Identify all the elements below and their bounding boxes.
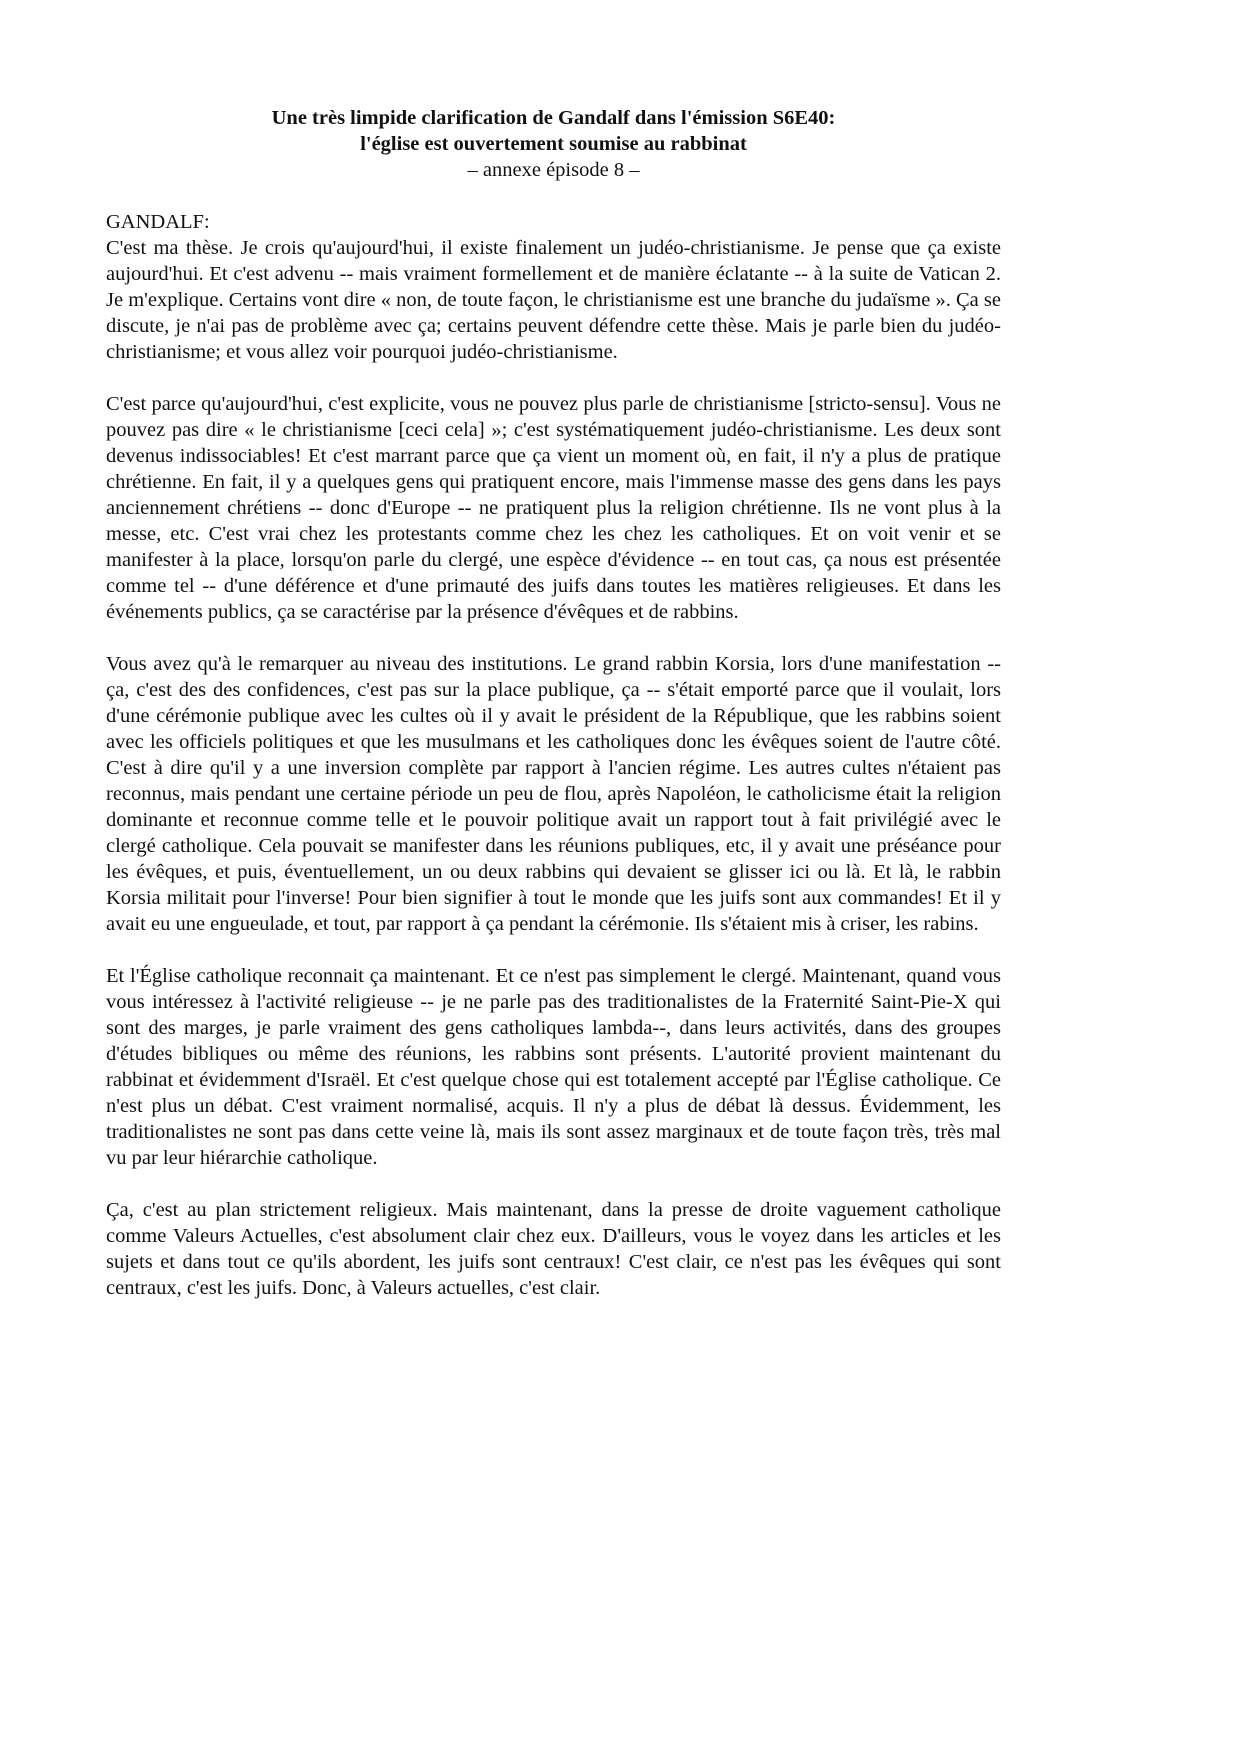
paragraph-2: C'est parce qu'aujourd'hui, c'est explicite, vous ne pouvez plus parle de christianisme [stricto-sensu]. Vous ne pouvez pas dire « le christianisme [ceci cela] »; c'est systématiquement judéo-christianisme. Les deux sont devenus indissociables! Et c'est marrant parce que ça vient un moment où, en fait, il n'y a plus de pratique chrétienne. En fait, il y a quelques gens qui pratiquent encore, mais l'immense masse des gens dans les pays anciennement chrétiens -- donc d'Europe -- ne pratiquent plus la religion chrétienne. Ils ne vont plus à la messe, etc. C'est vrai chez les protestants comme chez les chez les catholiques. Et on voit venir et se manifester à la place, lorsqu'on parle du clergé, une espèce d'évidence -- en tout cas, ça nous est présentée comme tel -- d'une déférence et d'une primauté des juifs dans toutes les matières religieuses. Et dans les événements publics, ça se caractérise par la présence d'évêques et de rabbins. — [106, 393, 1001, 623]
paragraph-1: C'est ma thèse. Je crois qu'aujourd'hui, il existe finalement un judéo-christianisme. Je pense que ça existe aujourd'hui. Et c'est advenu -- mais vraiment formellement et de manière éclatante -- à la suite de Vatican 2. Je m'explique. Certains vont dire « non, de toute façon, le christianisme est une branche du judaïsme ». Ça se discute, je n'ai pas de problème avec ça; certains peuvent défendre cette thèse. Mais je parle bien du judéo-christianisme; et vous allez voir pourquoi judéo-christianisme. — [106, 237, 1001, 363]
title-block — [106, 105, 1001, 183]
paragraph-4: Et l'Église catholique reconnait ça maintenant. Et ce n'est pas simplement le clergé. Maintenant, quand vous vous intéressez à l'activité religieuse -- je ne parle pas des traditionalistes de la Fraternité Saint-Pie-X qui sont des marges, je parle vraiment des gens catholiques lambda--, dans leurs activités, dans des groupes d'études bibliques ou même des réunions, les rabbins sont présents. L'autorité provient maintenant du rabbinat et évidemment d'Israël. Et c'est quelque chose qui est totalement accepté par l'Église catholique. Ce n'est plus un débat. C'est vraiment normalisé, acquis. Il n'y a plus de débat là dessus. Évidemment, les traditionalistes ne sont pas dans cette veine là, mais ils sont assez marginaux et de toute façon très, très mal vu par leur hiérarchie catholique. — [106, 965, 1001, 1169]
document-title-line-2: l'église est ouvertement soumise au rabbinat — [360, 133, 747, 155]
paragraph-3: Vous avez qu'à le remarquer au niveau des institutions. Le grand rabbin Korsia, lors d'une manifestation -- ça, c'est des des confidences, c'est pas sur la place publique, ça -- s'était emporté parce que il voulait, lors d'une cérémonie publique avec les cultes où il y avait le président de la République, que les rabbins soient avec les officiels politiques et que les musulmans et les catholiques donc les évêques soient de l'autre côté. C'est à dire qu'il y a une inversion complète par rapport à l'ancien régime. Les autres cultes n'étaient pas reconnus, mais pendant une certaine période un peu de flou, après Napoléon, le catholicisme était la religion dominante et reconnue comme telle et le pouvoir politique avait un rapport tout à fait privilégié avec le clergé catholique. Cela pouvait se manifester dans les réunions publiques, etc, il y avait une préséance pour les évêques, et puis, éventuellement, un ou deux rabbins qui devaient se glisser ici ou là. Et là, le rabbin Korsia militait pour l'inverse! Pour bien signifier à tout le monde que les juifs sont aux commandes! Et il y avait eu une engueulade, et tout, par rapport à ça pendant la cérémonie. Ils s'étaient mis à criser, les rabins. — [106, 653, 1001, 935]
document-page — [106, 105, 1001, 1327]
document-title-line-1: Une très limpide clarification de Gandalf dans l'émission S6E40: — [271, 107, 836, 129]
paragraph-5: Ça, c'est au plan strictement religieux. Mais maintenant, dans la presse de droite vaguement catholique comme Valeurs Actuelles, c'est absolument clair chez eux. D'ailleurs, vous le voyez dans les articles et les sujets et dans tout ce qu'ils abordent, les juifs sont centraux! C'est clair, ce n'est pas les évêques qui sont centraux, c'est les juifs. Donc, à Valeurs actuelles, c'est clair. — [106, 1199, 1001, 1299]
document-subtitle: – annexe épisode 8 – — [467, 159, 640, 181]
speaker-label: GANDALF: — [106, 211, 210, 233]
